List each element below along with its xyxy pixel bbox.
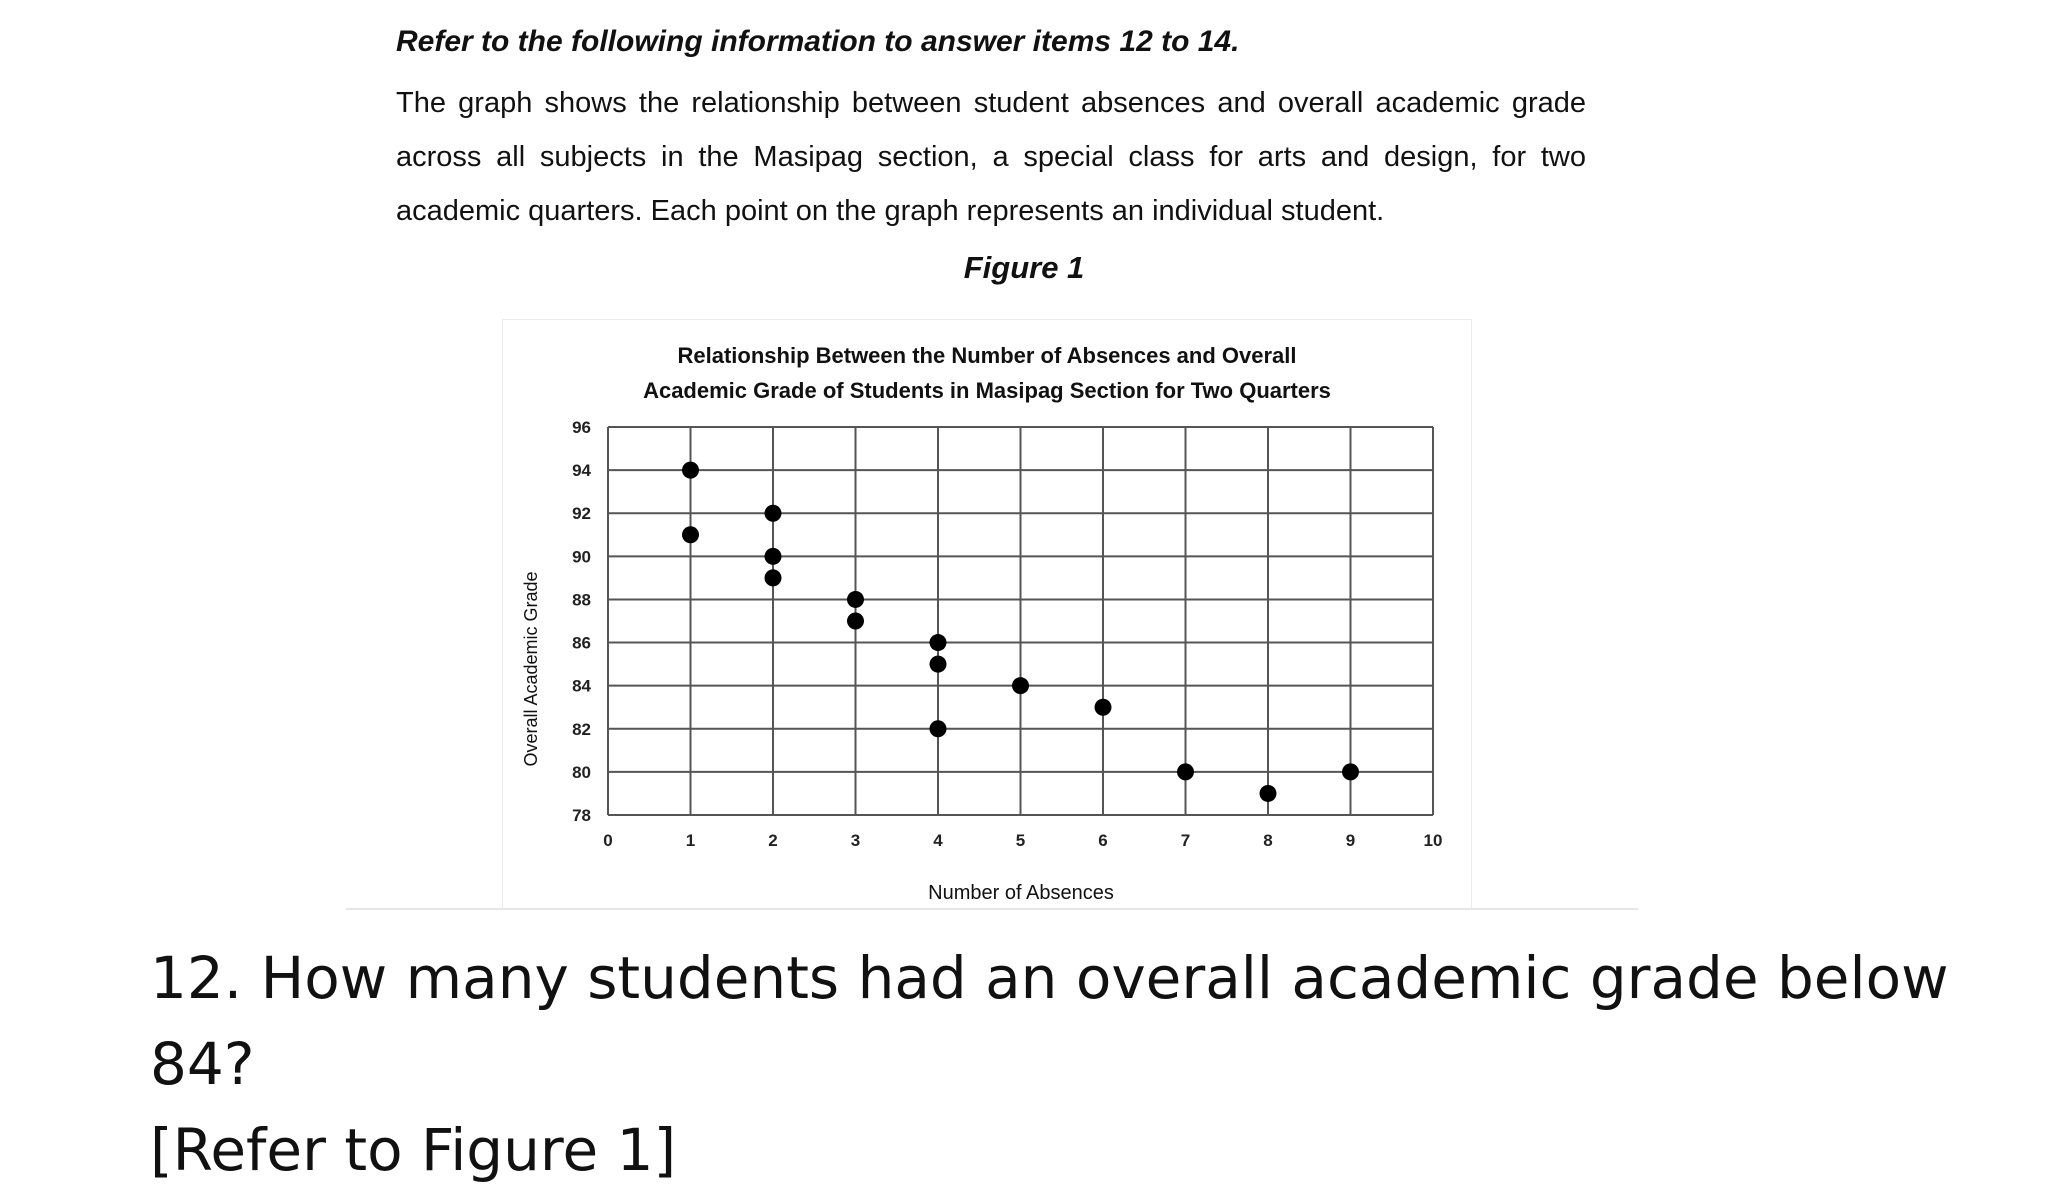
x-tick-label: 9 [1345,831,1356,850]
data-point [847,591,864,608]
y-tick-label: 82 [572,719,591,739]
data-point [765,505,782,522]
figure-container [502,319,1472,908]
question-reference: [Refer to Figure 1] [150,1116,677,1184]
x-axis-label: Number of Absences [928,882,1114,904]
y-tick-label: 92 [572,504,591,524]
chart-title-line1: Relationship Between the Number of Absences and Overall [677,343,1297,368]
x-tick-label: 8 [1263,831,1273,850]
scatter-chart [503,320,1471,908]
y-tick-label: 90 [572,547,591,567]
x-tick-label: 2 [768,831,778,850]
data-point [765,548,782,565]
passage-intro: Refer to the following information to answer items 12 to 14. [396,25,1240,58]
x-tick-label: 0 [603,831,613,850]
question [150,935,2010,1193]
y-tick-label: 84 [572,676,591,696]
y-tick-label: 88 [572,590,591,610]
data-point [682,526,699,543]
data-point [765,569,782,586]
y-tick-label: 86 [572,633,591,653]
question-text: 12. How many students had an overall academic grade below 84? [150,944,1949,1098]
data-point [930,634,947,651]
data-point [1012,677,1029,694]
x-tick-label: 7 [1180,831,1191,850]
figure-label: Figure 1 [963,250,1085,285]
x-tick-label: 4 [933,831,943,850]
chart-title-line2: Academic Grade of Students in Masipag Section for Two Quarters [643,378,1331,403]
data-point [1177,763,1194,780]
data-point [930,720,947,737]
y-tick-label: 78 [572,806,591,825]
grid-layer [608,427,1433,815]
y-tick-label: 80 [572,762,591,782]
data-point [847,613,864,630]
y-tick-label: 94 [572,461,591,481]
data-point [1095,699,1112,716]
data-point [1260,785,1277,802]
data-point [930,656,947,673]
x-tick-label: 5 [1015,831,1026,850]
x-tick-label: 3 [850,831,861,850]
tick-layer [572,418,1442,850]
passage [396,22,1586,238]
x-tick-label: 6 [1098,831,1108,850]
data-point [1342,763,1359,780]
x-tick-label: 1 [685,831,696,850]
figure-frame [346,312,1638,910]
y-axis-label: Overall Academic Grade [521,571,541,767]
passage-body: The graph shows the relationship between student absences and overall academic grade across all subjects in the Masipag section, a special class for arts and design, for two academic quarters. Each point on the graph represents an individual student. [396,87,1586,227]
y-tick-label: 96 [572,418,591,437]
x-tick-label: 10 [1423,831,1443,850]
data-point [682,462,699,479]
